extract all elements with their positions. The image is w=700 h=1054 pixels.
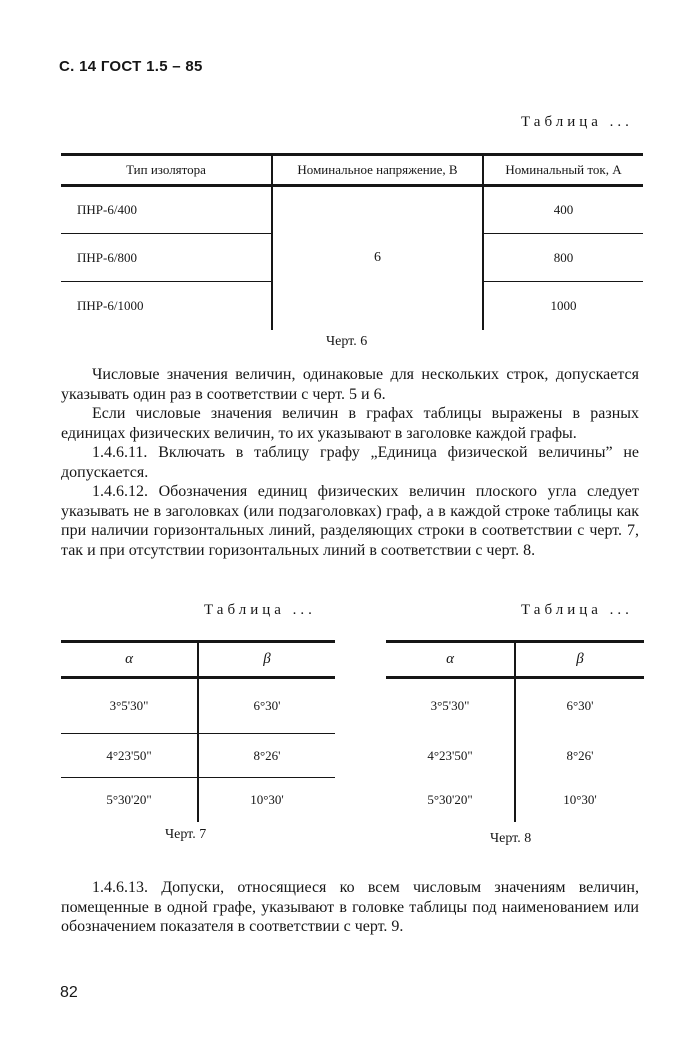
table-caption: Таблица ... — [521, 114, 633, 130]
table-header-row — [386, 642, 644, 678]
alpha-cell: 3°5'30" — [386, 678, 515, 734]
table-row — [61, 678, 335, 734]
table-caption: Таблица ... — [204, 602, 316, 618]
paragraph: Числовые значения величин, одинаковые для нескольких строк, допускается указывать один раз в соответствии с черт. 5 и 6. — [61, 366, 639, 403]
table-row — [61, 186, 643, 234]
current-cell: 800 — [483, 234, 643, 282]
beta-cell: 10°30' — [563, 791, 597, 807]
column-header-beta: β — [198, 642, 335, 678]
alpha-cell: 4°23'50" — [386, 734, 515, 778]
voltage-cell: 6 — [272, 186, 483, 330]
table-row — [386, 678, 644, 734]
beta-cell: 6°30' — [566, 698, 594, 714]
beta-cell: 8°26' — [566, 747, 594, 763]
table-header-row — [61, 155, 643, 186]
beta-cell: 6°30' — [198, 678, 335, 734]
angle-table-with-lines — [61, 640, 335, 822]
figure-label-8: Черт. 8 — [490, 831, 532, 846]
alpha-cell: 4°23'50" — [61, 734, 198, 778]
current-cell: 1000 — [550, 297, 577, 313]
column-header-voltage: Номинальное напряжение, В — [272, 155, 483, 186]
beta-cell: 10°30' — [250, 791, 284, 807]
figure-label-7: Черт. 7 — [165, 827, 207, 842]
table-row — [61, 778, 335, 822]
column-header-current: Номинальный ток, А — [483, 155, 643, 186]
column-header-beta: β — [515, 642, 644, 678]
table-header-row — [61, 642, 335, 678]
current-cell: 400 — [483, 186, 643, 234]
insulator-type-cell: ПНР-6/800 — [61, 234, 272, 282]
alpha-cell: 5°30'20" — [61, 778, 198, 822]
column-header-alpha: α — [386, 642, 515, 678]
alpha-cell: 5°30'20" — [386, 778, 515, 822]
page-number: 82 — [60, 984, 78, 1001]
table-row — [61, 734, 335, 778]
paragraph: 1.4.6.11. Включать в таблицу графу „Единица физической величины” не допускается. — [61, 444, 639, 481]
insulator-table — [61, 153, 643, 330]
table-caption: Таблица ... — [521, 602, 633, 618]
table-row — [386, 778, 644, 822]
column-header-alpha: α — [61, 642, 198, 678]
insulator-type-cell: ПНР-6/400 — [61, 186, 272, 234]
paragraph: Если числовые значения величин в графах таблицы выражены в разных единицах физических величин, то их указывают в заголовке каждой графы. — [61, 405, 639, 442]
paragraph: 1.4.6.12. Обозначения единиц физических величин плоского угла следует указывать не в заголовках (или подзаголовках) граф, а в каждой строке таблицы как при наличии горизонтальных линий, разделяющих строки в соответствии с черт. 7, так и при отсутствии горизонтальных линий в соответствии с черт. 8. — [61, 483, 639, 559]
insulator-type-cell: ПНР-6/1000 — [77, 297, 144, 313]
table-row — [386, 734, 644, 778]
angle-table-without-lines — [386, 640, 644, 822]
alpha-cell: 3°5'30" — [61, 678, 198, 734]
page-header: С. 14 ГОСТ 1.5 – 85 — [59, 58, 203, 75]
column-header-insulator-type: Тип изолятора — [61, 155, 272, 186]
beta-cell: 8°26' — [198, 734, 335, 778]
paragraph: 1.4.6.13. Допуски, относящиеся ко всем числовым значениям величин, помещенные в одной графе, указывают в головке таблицы под наименованием или обозначением показателя в соответствии с черт. 9. — [61, 879, 639, 935]
figure-label-6: Черт. 6 — [326, 334, 368, 349]
